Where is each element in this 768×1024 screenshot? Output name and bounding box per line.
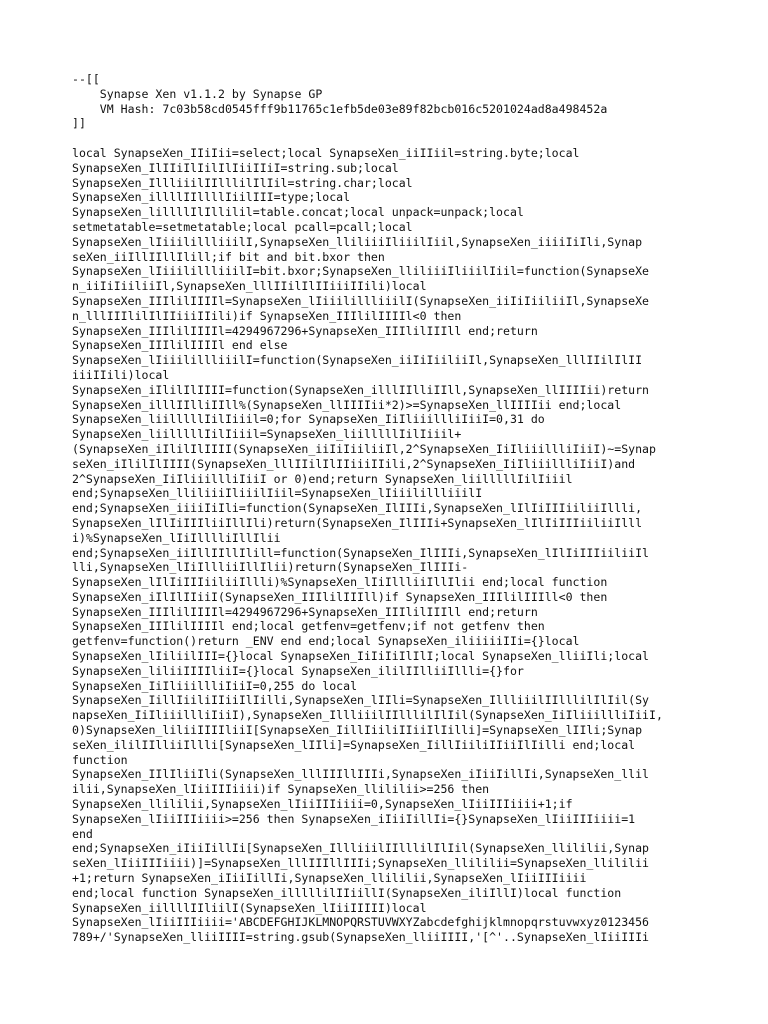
code-line: SynapseXen_IillIiiliIIiiIlIilli,SynapseXen_lIIli=SynapseXen_IllliiilIIlllilIlIil(Sy [72,693,650,708]
code-line: SynapseXen_IIIlilIIIIl end;local getfenv=getfenv;if not getfenv then [72,619,545,634]
code-line: SynapseXen_lillllIlIllilil=table.concat;local unpack=unpack;local [72,205,524,220]
code-line: SynapseXen_liilllllIilIiiil=0;for SynapseXen_IiIliiillliIiiI=0,31 do [72,412,545,427]
code-line: SynapseXen_illlIIlliIIll%(SynapseXen_llIIIIii*2)>=SynapseXen_llIIIIii end;local [72,397,622,412]
code-line: (SynapseXen_iIlilIlIIII(SynapseXen_iiIiIiiliiIl,2^SynapseXen_IiIliiillliIiiI)~=Synap [72,441,656,456]
code-line: SynapseXen_IlIIiIlIilIlIiiIIiI=string.sub;local [72,160,399,175]
code-line: end [72,826,93,841]
code-line: SynapseXen_illllIIllllIiilIII=type;local [72,190,351,205]
code-line: seXen_iIlilIlIIII(SynapseXen_lllIIilIlIIiiiIIili,2^SynapseXen_IiIliiillliIiiI)and [72,456,636,471]
code-line: end;SynapseXen_iiiiIiIli=function(SynapseXen_IlIIIi,SynapseXen_lIlIiIIIiiliiIllli, [72,501,643,516]
code-line: +1;return SynapseXen_iIiiIillIi,SynapseXen_llililii,SynapseXen_lIiiIIIiiii [72,871,587,886]
code-line: local SynapseXen_IIiIii=select;local SynapseXen_iiIIiil=string.byte;local [72,145,580,160]
code-line: SynapseXen_lIiiIIIiiii='ABCDEFGHIJKLMNOPQRSTUVWXYZabcdefghijklmnopqrstuvwxyz0123456 [72,915,650,930]
code-line: SynapseXen_iIlilIlIIII=function(SynapseXen_illlIIlliIIll,SynapseXen_llIIIIii)return [72,382,650,397]
code-line: SynapseXen_lIiiilillliiilI=function(SynapseXen_iiIiIiiliiIl,SynapseXen_lllIIilIlII [72,353,643,368]
code-block [72,72,702,945]
code-line: setmetatable=setmetatable;local pcall=pcall;local [72,219,413,234]
code-line: SynapseXen_IIIlilIIIIl=SynapseXen_lIiiilillliiilI(SynapseXen_iiIiIiiliiIl,SynapseXe [72,293,650,308]
code-line: SynapseXen_lIiiIIIiiii>=256 then SynapseXen_iIiiIillIi={}SynapseXen_lIiiIIIiiii=1 [72,811,636,826]
code-line: VM Hash: 7c03b58cd0545fff9b11765c1efb5de03e89f82bcb016c5201024ad8a498452a [72,101,608,116]
code-line: seXen_iiIllIIllIlill;if bit and bit.bxor then [72,249,385,264]
code-line: SynapseXen_IIIlilIIIIl=4294967296+SynapseXen_IIIlilIIIll end;return [72,604,538,619]
code-line: SynapseXen_iillllIIliilI(SynapseXen_lIiiIIIII)local [72,900,427,915]
code-line: seXen_lIiiIIIiiii)]=SynapseXen_lllIIIllIIIi;SynapseXen_llililii=SynapseXen_llililii [72,856,650,871]
code-line: SynapseXen_lIlIiIIIliiIllIli)return(SynapseXen_IlIIIi+SynapseXen_lIlIiIIIiiliiIlll [72,515,643,530]
code-line: lli,SynapseXen_lIiIllliiIllIlii)return(SynapseXen_IlIIIi- [72,560,469,575]
code-line: SynapseXen_lIiiilillliiilI=bit.bxor;SynapseXen_lliliiiIliiilIiil=function(SynapseXe [72,264,650,279]
code-line: ilii,SynapseXen_lIiiIIIiiii)if SynapseXen_llililii>=256 then [72,782,490,797]
code-line: 789+/'SynapseXen_lliiIIII=string.gsub(SynapseXen_lliiIIII,'[^'..SynapseXen_lIiiIIIi [72,930,650,945]
code-line: --[[ [72,72,100,86]
code-line: function [72,752,128,767]
code-line: napseXen_IiIliiillliIiiI),SynapseXen_IllliiilIIlllilIlIil(SynapseXen_IiIliiillliIiiI, [72,708,663,723]
code-line: SynapseXen_IIIlilIIIIl=4294967296+SynapseXen_IIIlilIIIll end;return [72,323,538,338]
code-line: SynapseXen_IIIlilIIIIl end else [72,338,288,353]
code-line: getfenv=function()return _ENV end end;local SynapseXen_iliiiiiIIi={}local [72,634,580,649]
code-line: SynapseXen_IIlIliiIli(SynapseXen_lllIIIllIIIi,SynapseXen_iIiiIillIi,SynapseXen_llil [72,767,650,782]
code-line: SynapseXen_liilllllIilIiiil=SynapseXen_liilllllIilIiiil+ [72,427,462,442]
code-line: SynapseXen_IiIliiillliIiiI=0,255 do local [72,678,358,693]
code-line: end;local function SynapseXen_illlllilIIiillI(SynapseXen_iliIllI)local function [72,885,622,900]
code-line: 2^SynapseXen_IiIliiillliIiiI or 0)end;return SynapseXen_liilllllIilIiiil [72,471,573,486]
code-line: ]] [72,116,86,131]
code-line: SynapseXen_lIlIiIIIiiliiIllli)%SynapseXen_lIiIllliiIllIlii end;local function [72,575,608,590]
code-line: seXen_ililIIlliiIllli[SynapseXen_lIIli]=SynapseXen_IillIiiliIIiiIlIilli end;local [72,737,636,752]
code-line: SynapseXen_llililii,SynapseXen_lIiiIIIiiii=0,SynapseXen_lIiiIIIiiii+1;if [72,797,573,812]
code-line: SynapseXen_iIlIlIIiiI(SynapseXen_IIIlilIIIll)if SynapseXen_IIIlilIIIll<0 then [72,589,608,604]
code-line: iiiIIili)local [72,367,170,382]
code-line: i)%SynapseXen_lIiIlllliIllIlii [72,530,281,545]
code-line: SynapseXen_lIiliilIII={}local SynapseXen_IiIiIiIlIlI;local SynapseXen_lliiIli;local [72,649,650,664]
code-line: SynapseXen_IllliiilIIlllilIlIil=string.char;local [72,175,413,190]
code-line: SynapseXen_lIiiilillliiilI,SynapseXen_lliliiiIliiilIiil,SynapseXen_iiiiIiIli,Synap [72,234,643,249]
code-line: end;SynapseXen_iiIllIIllIlill=function(SynapseXen_IlIIIi,SynapseXen_lIlIiIIIiiliiIl [72,545,650,560]
code-line: n_iiIiIiiliiIl,SynapseXen_lllIIilIlIIiiiIIili)local [72,279,427,294]
code-line: n_lllIIIlilIlIIiiiIIili)if SynapseXen_IIIlilIIIIl<0 then [72,308,462,323]
code-line: SynapseXen_liliiIIIIliiI={}local SynapseXen_ililIIlliiIllli={}for [72,663,524,678]
code-line: end;SynapseXen_iIiiIillIi[SynapseXen_IllliiilIIlllilIlIil(SynapseXen_llililii,Synap [72,841,650,856]
code-line: Synapse Xen v1.1.2 by Synapse GP [72,86,323,101]
code-line: 0)SynapseXen_liliiIIIIliiI[SynapseXen_IillIiiliIIiiIlIilli]=SynapseXen_lIIli;Synap [72,723,643,738]
code-line: end;SynapseXen_lliliiiIliiilIiil=SynapseXen_lIiiilillliiilI [72,486,483,501]
code-line [72,131,702,146]
